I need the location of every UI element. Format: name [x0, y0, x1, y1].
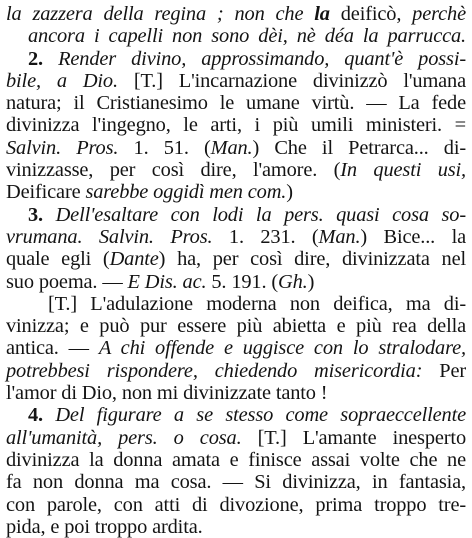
text-segment: 3. [28, 203, 56, 226]
text-segment: 4. [28, 404, 56, 427]
text-segment: 5. 191. ( [206, 270, 278, 293]
text-segment: la zazzera della regina ; non che [6, 3, 315, 25]
text-line [6, 248, 466, 270]
text-segment: 1. 51. ( [118, 136, 211, 159]
text-segment: Salvin. Pros. [6, 136, 119, 159]
text-segment: potrebbesi rispondere, chiedendo misericordia: [6, 359, 423, 382]
text-segment: suo poema. — [6, 270, 128, 293]
text-segment: divinizza l'ingegno, le arti, i più umili ministeri. = [6, 114, 466, 137]
text-segment: E Dis. ac. [127, 270, 207, 293]
text-segment: ) Bice... la [360, 225, 467, 248]
text-line [6, 226, 466, 248]
text-segment: In questi usi, [340, 159, 466, 182]
text-segment: con parole, con atti di divozione, prima troppo tre- [6, 493, 466, 516]
text-segment: A chi offende e uggisce con lo stralodare, [98, 337, 466, 360]
text-segment: antica. — [6, 337, 99, 360]
text-segment: ) [286, 181, 293, 204]
text-segment: vinizzasse, per così dire, l'amore. ( [6, 159, 341, 182]
text-line [6, 449, 466, 471]
text-line [6, 360, 466, 382]
text-segment: natura; il Cristianesimo le umane virtù. — La fede [6, 92, 466, 115]
text-segment: deificò, [329, 3, 413, 25]
text-segment: Deificare [6, 181, 86, 204]
text-segment: sarebbe oggidì men com. [85, 181, 287, 204]
text-line [6, 337, 466, 359]
text-segment: vinizza; e può pur essere più abietta e più rea della [6, 315, 466, 338]
text-line [6, 204, 466, 226]
text-line [6, 25, 466, 47]
text-segment: Gh. [278, 270, 308, 293]
text-segment: ) [307, 270, 315, 293]
text-segment: fa non donna ma cosa. — Si divinizza, in fantasia, [6, 471, 466, 494]
text-segment: ancora i capelli non sono dèi, nè déa la parrucca. [28, 25, 466, 48]
text-segment [82, 226, 98, 248]
text-line [6, 114, 466, 136]
text-line [6, 427, 466, 449]
text-line [6, 494, 466, 516]
text-segment: [T.] L'incarnazione divinizzò l'umana [117, 69, 467, 92]
text-line [6, 92, 466, 114]
text-line [6, 271, 466, 293]
text-line [6, 70, 466, 92]
text-segment: Del figurare a se stesso come sopraeccellente [55, 404, 466, 427]
text-segment: Man. [318, 225, 361, 248]
text-line [6, 181, 466, 203]
text-segment: pida, e poi troppo ardita. [6, 515, 203, 538]
text-line [6, 159, 466, 181]
text-line [6, 3, 466, 25]
text-segment: vrumana. [6, 225, 83, 248]
text-segment: bile, a Dio. [6, 69, 118, 92]
text-line [6, 315, 466, 337]
text-segment: perchè [412, 3, 466, 25]
text-line [6, 471, 466, 493]
text-line [6, 137, 466, 159]
text-segment: 2. [28, 47, 59, 70]
text-line [6, 516, 466, 538]
text-segment: Man. [210, 136, 253, 159]
text-line [6, 48, 466, 70]
text-segment: Dell'esaltare con lodi la pers. quasi cosa so- [55, 203, 466, 226]
text-segment: all'umanità, pers. o cosa. [6, 426, 242, 449]
text-segment: quale egli ( [6, 248, 110, 271]
text-line [6, 404, 466, 426]
text-segment: l'amor di Dio, non mi divinizzate tanto ! [6, 382, 328, 405]
text-segment: Dante [109, 248, 159, 271]
text-segment: Salvin. Pros. [98, 225, 213, 248]
text-segment: [T.] L'adulazione moderna non deifica, ma di- [48, 292, 466, 315]
text-segment: la [314, 3, 330, 25]
text-line [6, 293, 466, 315]
text-segment: ) ha, per così dire, divinizzata nel [158, 248, 466, 271]
text-segment: divinizza la donna amata e finisce assai volte che ne [6, 448, 466, 471]
text-segment: ) Che il Petrarca... di- [252, 136, 466, 159]
text-segment: [T.] L'amante inesperto [241, 426, 466, 449]
text-line [6, 382, 466, 404]
text-segment: Per [422, 359, 467, 382]
text-segment: Render divino, approssimando, quant'è possi- [58, 47, 466, 70]
text-segment: 1. 231. ( [212, 225, 319, 248]
